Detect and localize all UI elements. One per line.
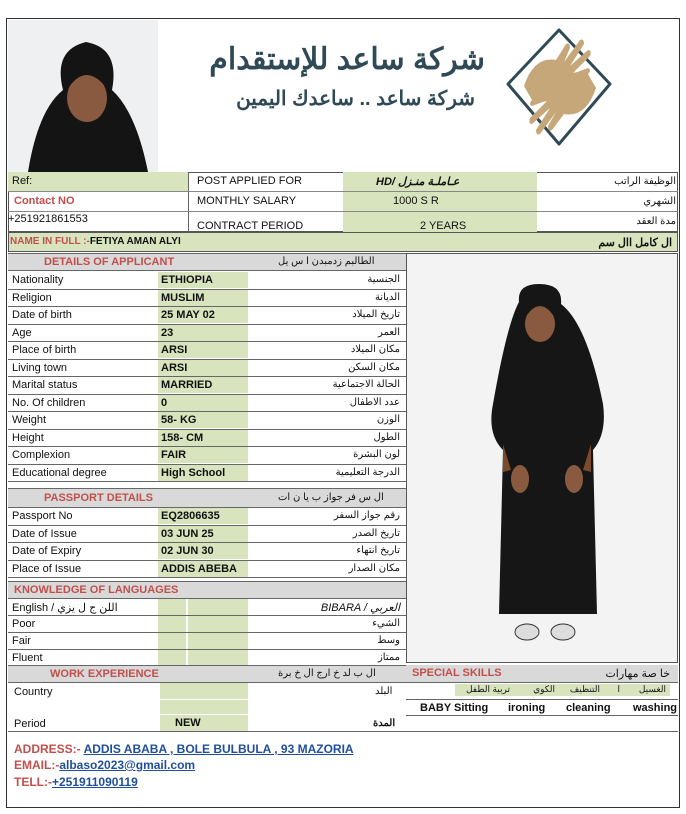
detail-ar: الدرجة التعليمية xyxy=(335,466,400,478)
tell-line: TELL:-+251911090119 xyxy=(14,775,138,789)
skills-header: SPECIAL SKILLS خا صة مهارات xyxy=(406,665,678,683)
detail-ar: الطول xyxy=(373,431,400,443)
detail-label: Marital status xyxy=(12,379,78,391)
detail-row xyxy=(8,360,406,378)
contract-label: CONTRACT PERIOD xyxy=(197,220,304,232)
details-header: DETAILS OF APPLICANT الطالبم زدمبدن ا س يل xyxy=(8,253,406,271)
name-ar: ال كامل اال سم xyxy=(598,237,672,249)
detail-label: Date of birth xyxy=(12,309,72,321)
passport-ar: تاريخ انتهاء xyxy=(356,545,400,556)
salary-label: MONTHLY SALARY xyxy=(197,195,297,207)
post-value: HD/ عـاملـة منـزل xyxy=(376,176,460,188)
passport-row xyxy=(8,561,406,579)
detail-value: MARRIED xyxy=(161,379,213,391)
detail-ar: لون البشرة xyxy=(353,449,400,460)
detail-value: ARSI xyxy=(161,344,188,356)
passport-ar: مكان الصدار xyxy=(348,562,400,574)
detail-ar: الديانة xyxy=(374,291,400,303)
passport-header: PASSPORT DETAILS ال س فر جواز ب يا ن ات xyxy=(8,488,406,508)
detail-value: High School xyxy=(161,466,226,479)
languages-header: KNOWLEDGE OF LANGUAGES xyxy=(8,581,406,599)
detail-label: Living town xyxy=(12,361,68,374)
contract-ar: مدة العقد xyxy=(636,216,676,227)
passport-value: 02 JUN 30 xyxy=(161,545,214,557)
detail-value: FAIR xyxy=(161,449,187,461)
passport-label: Place of Issue xyxy=(12,562,82,575)
period-ar: المدة xyxy=(373,718,396,729)
work-header: WORK EXPERIENCE ال ب لد خ ارج ال خ برة xyxy=(8,665,406,683)
passport-ar: تاريخ الصدر xyxy=(352,527,400,539)
detail-ar: الجنسية xyxy=(367,274,400,285)
passport-row xyxy=(8,543,406,561)
passport-value: EQ2806635 xyxy=(161,510,220,522)
passport-ar: رقم جواز السفر xyxy=(333,510,400,521)
post-label: POST APPLIED FOR xyxy=(197,175,302,187)
period-value: NEW xyxy=(175,717,201,729)
full-body-photo xyxy=(406,253,678,663)
name-label: NAME IN FULL :- xyxy=(10,236,90,247)
lang-header-row: English / اللن ج ل يزي BIBARA / العربي xyxy=(8,599,406,616)
detail-ar: الحالة الاجتماعية xyxy=(332,379,400,390)
detail-label: Weight xyxy=(12,414,47,426)
passport-label: Date of Issue xyxy=(12,527,77,540)
language-row: Fair وسط xyxy=(8,633,406,650)
detail-value: 25 MAY 02 xyxy=(161,309,215,321)
email-link[interactable]: albaso2023@gmail.com xyxy=(59,758,196,772)
detail-label: Complexion xyxy=(12,449,71,461)
detail-value: 58- KG xyxy=(161,414,197,426)
contact-label: Contact NO xyxy=(14,195,75,207)
post-ar: الوظيفة الراتب xyxy=(614,176,676,187)
detail-row xyxy=(8,342,406,360)
detail-row xyxy=(8,465,406,483)
detail-row xyxy=(8,447,406,465)
passport-row xyxy=(8,526,406,544)
portrait-photo xyxy=(8,20,158,172)
tell-link[interactable]: +251911090119 xyxy=(52,775,138,789)
passport-value: ADDIS ABEBA xyxy=(161,562,237,575)
detail-row xyxy=(8,272,406,290)
detail-row xyxy=(8,325,406,343)
detail-label: Nationality xyxy=(12,274,64,286)
email-line: EMAIL:-albaso2023@gmail.com xyxy=(14,758,196,772)
detail-label: Educational degree xyxy=(12,466,107,479)
detail-value: 0 xyxy=(161,396,168,409)
language-row: Fluent ممتاز xyxy=(8,650,406,667)
language-row: Poor الشيء xyxy=(8,616,406,633)
detail-row xyxy=(8,307,406,325)
passport-label: Date of Expiry xyxy=(12,545,82,557)
detail-ar: تاريخ الميلاد xyxy=(352,309,400,320)
detail-ar: العمر xyxy=(378,326,400,338)
detail-label: Religion xyxy=(12,291,52,304)
detail-label: Height xyxy=(12,431,44,444)
full-name: FETIYA AMAN ALYI xyxy=(89,236,181,247)
detail-value: MUSLIM xyxy=(161,291,205,304)
country-label: Country xyxy=(14,686,53,698)
detail-label: Place of birth xyxy=(12,344,77,356)
detail-ar: مكان السكن xyxy=(348,361,400,373)
detail-ar: الوزن xyxy=(376,414,400,425)
passport-label: Passport No xyxy=(12,510,73,522)
detail-value: ARSI xyxy=(161,361,188,374)
salary-ar: الشهري xyxy=(643,196,676,207)
detail-label: No. Of children xyxy=(12,396,86,409)
detail-value: ETHIOPIA xyxy=(161,274,213,286)
detail-ar: عدد الاطفال xyxy=(349,396,400,408)
detail-row xyxy=(8,430,406,448)
detail-row xyxy=(8,412,406,430)
salary-value: 1000 S R xyxy=(393,195,439,207)
address-line: ADDRESS:- ADDIS ABABA , BOLE BULBULA , 93 MAZORIA xyxy=(14,742,354,756)
ref-label: Ref: xyxy=(12,175,33,187)
skills-row: BABY Sitting ironing cleaning washing xyxy=(406,699,678,716)
detail-value: 158- CM xyxy=(161,431,204,444)
period-label: Period xyxy=(14,718,46,730)
detail-row xyxy=(8,377,406,395)
detail-label: Age xyxy=(12,326,32,339)
contract-value: 2 YEARS xyxy=(420,220,467,232)
detail-row xyxy=(8,395,406,413)
passport-row xyxy=(8,508,406,526)
detail-row xyxy=(8,290,406,308)
company-logo xyxy=(504,26,614,150)
skills-ar-strip: الغسيل ا التنظيف الكوي تربية الطفل xyxy=(455,684,670,696)
company-tagline-ar: شركة ساعد .. ساعدك اليمين xyxy=(236,88,475,110)
contact-value: +251921861553 xyxy=(8,213,88,225)
detail-value: 23 xyxy=(161,326,174,339)
company-name-ar: شركة ساعد للإستقدام xyxy=(209,43,485,76)
passport-value: 03 JUN 25 xyxy=(161,527,214,540)
country-ar: البلد xyxy=(375,686,393,697)
detail-ar: مكان الميلاد xyxy=(350,344,400,355)
